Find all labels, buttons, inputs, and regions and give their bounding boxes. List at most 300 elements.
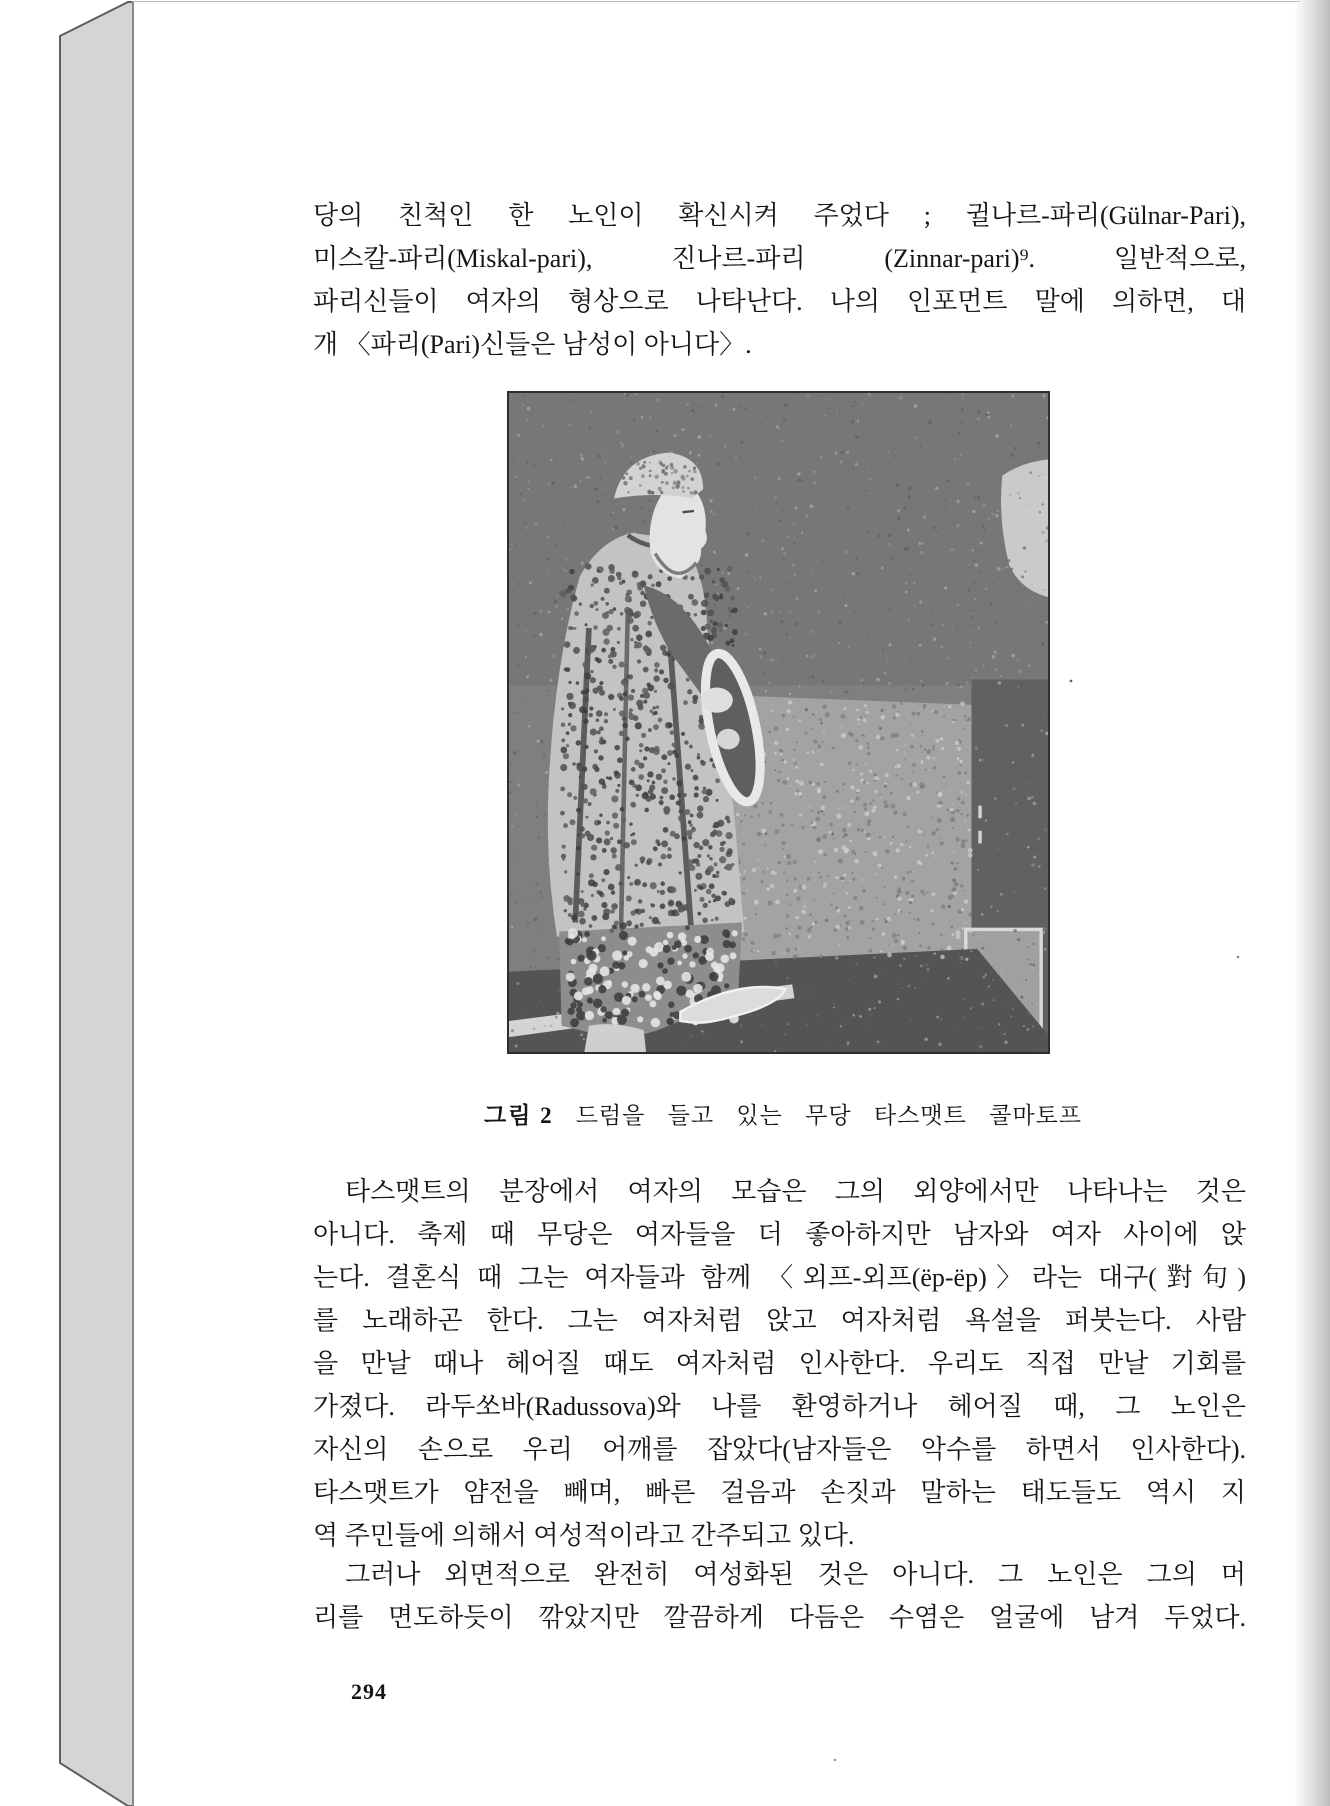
photo-grain-dot — [864, 714, 868, 718]
photo-grain-dot — [791, 457, 793, 459]
photo-grain-dot — [766, 922, 768, 924]
photo-grain-dot — [1010, 841, 1012, 843]
photo-grain-dot — [662, 469, 666, 473]
book-edge-slab — [60, 2, 133, 1806]
photo-grain-dot — [900, 910, 903, 913]
photo-grain-dot — [807, 928, 812, 933]
photo-grain-dot — [924, 1037, 928, 1041]
photo-grain-dot — [1010, 424, 1012, 426]
photo-grain-dot — [717, 568, 720, 571]
photo-grain-dot — [791, 495, 793, 497]
photo-grain-dot — [867, 752, 871, 756]
photo-grain-dot — [894, 875, 898, 879]
photo-grain-dot — [896, 774, 898, 776]
photo-grain-dot — [580, 454, 583, 457]
photo-grain-dot — [1021, 979, 1024, 982]
photo-grain-dot — [597, 821, 601, 825]
photo-grain-dot — [525, 698, 527, 700]
photo-grain-dot — [966, 682, 969, 685]
photo-grain-dot — [689, 961, 695, 967]
photo-grain-dot — [771, 951, 776, 956]
photo-grain-dot — [863, 942, 865, 944]
photo-grain-dot — [936, 828, 939, 831]
photo-grain-dot — [913, 771, 915, 773]
photo-grain-dot — [764, 844, 766, 846]
photo-grain-dot — [868, 395, 870, 397]
photo-grain-dot — [519, 410, 521, 412]
photo-grain-dot — [579, 826, 585, 832]
photo-grain-dot — [739, 414, 742, 417]
photo-grain-dot — [839, 621, 842, 624]
photo-grain-dot — [588, 999, 593, 1004]
photo-grain-dot — [747, 889, 749, 891]
photo-grain-dot — [1001, 969, 1003, 971]
photo-grain-dot — [839, 725, 842, 728]
photo-grain-dot — [552, 655, 555, 658]
photo-grain-dot — [1037, 442, 1040, 445]
photo-grain-dot — [777, 671, 779, 673]
photo-grain-dot — [795, 507, 798, 510]
photo-grain-dot — [1015, 802, 1017, 804]
text-line: 그러나 외면적으로 완전히 여성화된 것은 아니다. 그 노인은 그의 머 — [345, 1560, 1246, 1589]
photo-grain-dot — [720, 594, 723, 597]
photo-grain-dot — [532, 949, 536, 953]
photo-grain-dot — [630, 638, 633, 641]
photo-grain-dot — [1001, 569, 1003, 571]
photo-grain-dot — [940, 737, 944, 741]
photo-grain-dot — [992, 582, 994, 584]
photo-grain-dot — [613, 708, 616, 711]
photo-grain-dot — [863, 911, 864, 912]
photo-grain-dot — [941, 904, 945, 908]
photo-grain-dot — [634, 641, 637, 644]
photo-grain-dot — [672, 486, 675, 489]
photo-grain-dot — [760, 880, 763, 883]
photo-grain-dot — [812, 783, 815, 786]
photo-grain-dot — [931, 816, 933, 818]
photo-grain-dot — [697, 854, 701, 858]
photo-grain-dot — [844, 604, 847, 607]
photo-grain-dot — [891, 733, 896, 738]
photo-grain-dot — [737, 456, 739, 458]
photo-grain-dot — [963, 826, 966, 829]
photo-grain-dot — [693, 858, 699, 864]
photo-grain-dot — [544, 1025, 546, 1027]
photo-grain-dot — [1043, 763, 1045, 765]
photo-grain-dot — [686, 403, 689, 406]
photo-grain-dot — [848, 761, 852, 765]
photo-grain-dot — [704, 624, 710, 630]
photo-grain-dot — [980, 571, 982, 573]
photo-grain-dot — [637, 1016, 643, 1022]
photo-grain-dot — [1038, 1048, 1041, 1051]
photo-grain-dot — [894, 913, 896, 915]
photo-grain-dot — [786, 948, 791, 953]
photo-grain-dot — [922, 684, 925, 687]
photo-grain-dot — [1025, 979, 1027, 981]
photo-grain-dot — [882, 932, 886, 936]
photo-grain-dot — [674, 753, 679, 758]
photo-grain-dot — [1000, 630, 1003, 633]
photo-grain-dot — [761, 828, 766, 833]
photo-grain-dot — [660, 890, 665, 895]
photo-grain-dot — [960, 454, 962, 456]
photo-grain-dot — [956, 809, 960, 813]
photo-grain-dot — [816, 1013, 819, 1016]
photo-grain-dot — [800, 796, 802, 798]
photo-grain-dot — [533, 1028, 535, 1030]
photo-grain-dot — [955, 741, 960, 746]
photo-grain-dot — [908, 899, 910, 901]
photo-grain-dot — [970, 642, 972, 644]
photo-grain-dot — [1018, 686, 1020, 688]
hand — [701, 688, 733, 713]
photo-grain-dot — [838, 408, 840, 410]
photo-grain-dot — [938, 746, 940, 748]
photo-grain-dot — [653, 748, 660, 755]
photo-grain-dot — [566, 938, 573, 945]
photo-grain-dot — [590, 604, 594, 608]
photo-grain-dot — [858, 745, 862, 750]
photo-grain-dot — [914, 404, 918, 408]
photo-grain-dot — [834, 848, 839, 853]
photo-grain-dot — [559, 591, 565, 597]
photo-grain-dot — [859, 1015, 862, 1018]
photo-grain-dot — [907, 871, 910, 874]
photo-grain-dot — [638, 774, 644, 780]
photo-grain-dot — [525, 527, 527, 529]
photo-grain-dot — [855, 853, 857, 855]
photo-grain-dot — [681, 972, 691, 982]
photo-grain-dot — [646, 683, 650, 687]
photo-grain-dot — [601, 533, 602, 534]
photo-grain-dot — [709, 857, 713, 861]
photo-grain-dot — [881, 611, 883, 613]
photo-grain-dot — [581, 457, 585, 461]
photo-grain-dot — [598, 985, 606, 993]
photo-grain-dot — [787, 582, 790, 585]
photo-grain-dot — [576, 808, 581, 813]
photo-grain-dot — [833, 893, 835, 895]
photo-grain-dot — [781, 824, 784, 827]
photo-grain-dot — [915, 436, 917, 438]
photo-grain-dot — [823, 834, 828, 839]
photo-grain-dot — [717, 622, 723, 628]
photo-grain-dot — [877, 1040, 880, 1043]
photo-grain-dot — [646, 860, 651, 865]
photo-grain-dot — [819, 955, 823, 959]
photo-grain-dot — [798, 792, 802, 796]
photo-grain-dot — [740, 441, 743, 444]
photo-grain-dot — [538, 836, 540, 838]
photo-grain-dot — [866, 711, 869, 714]
photo-grain-dot — [616, 572, 622, 578]
photo-grain-dot — [709, 883, 715, 889]
photo-grain-dot — [509, 781, 511, 783]
photo-grain-dot — [631, 839, 637, 845]
photo-grain-dot — [920, 551, 924, 555]
photo-grain-dot — [612, 854, 617, 859]
photo-grain-dot — [935, 487, 938, 490]
photo-grain-dot — [1034, 431, 1036, 433]
photo-grain-dot — [960, 813, 962, 815]
photo-grain-dot — [517, 434, 520, 437]
photo-grain-dot — [654, 475, 658, 479]
photo-grain-dot — [593, 625, 597, 629]
photo-grain-dot — [809, 913, 812, 916]
photo-grain-dot — [795, 935, 799, 939]
photo-grain-dot — [774, 769, 776, 771]
photo-grain-dot — [630, 456, 632, 458]
photo-grain-dot — [596, 710, 603, 717]
photo-grain-dot — [823, 814, 824, 815]
photo-grain-dot — [581, 890, 584, 893]
photo-grain-dot — [855, 435, 858, 438]
photo-grain-dot — [793, 860, 797, 864]
photo-grain-dot — [784, 404, 787, 407]
photo-grain-dot — [1038, 865, 1040, 867]
photo-grain-dot — [851, 850, 855, 854]
photo-grain-dot — [737, 841, 738, 842]
photo-grain-dot — [951, 888, 956, 893]
photo-grain-dot — [793, 524, 794, 525]
photo-grain-dot — [615, 789, 619, 793]
photo-grain-dot — [604, 838, 611, 845]
photo-grain-dot — [892, 836, 894, 838]
figure-caption — [484, 1099, 1082, 1133]
photo-grain-dot — [679, 871, 682, 874]
photo-grain-dot — [629, 882, 633, 886]
photo-grain-dot — [695, 873, 702, 880]
photo-grain-dot — [873, 956, 876, 959]
photo-grain-dot — [1028, 1013, 1030, 1015]
photo-grain-dot — [606, 821, 610, 825]
photo-grain-dot — [727, 566, 732, 571]
photo-grain-dot — [786, 535, 789, 538]
photo-grain-dot — [819, 876, 822, 879]
photo-grain-dot — [745, 553, 749, 557]
photo-grain-dot — [1044, 1028, 1047, 1031]
photo-grain-dot — [902, 857, 905, 860]
photo-grain-dot — [891, 557, 894, 560]
photo-grain-dot — [811, 675, 814, 678]
photo-grain-dot — [832, 833, 834, 835]
photo-grain-dot — [641, 733, 646, 738]
photo-grain-dot — [649, 916, 652, 919]
photo-grain-dot — [779, 611, 781, 613]
photo-grain-dot — [897, 896, 902, 901]
photo-grain-dot — [988, 985, 990, 987]
photo-grain-dot — [728, 607, 732, 611]
photo-grain-dot — [810, 462, 811, 463]
photo-grain-dot — [528, 488, 530, 490]
photo-grain-dot — [1024, 693, 1026, 695]
photo-grain-dot — [664, 809, 670, 815]
photo-grain-dot — [909, 911, 911, 913]
photo-grain-dot — [941, 747, 944, 750]
photo-grain-dot — [698, 406, 700, 408]
photo-grain-dot — [699, 846, 704, 851]
photo-grain-dot — [1039, 511, 1041, 513]
photo-grain-dot — [643, 667, 649, 673]
photo-grain-dot — [943, 706, 945, 708]
photo-grain-dot — [708, 845, 712, 849]
photo-grain-dot — [699, 886, 703, 890]
photo-grain-dot — [973, 934, 975, 936]
photo-grain-dot — [750, 511, 753, 514]
photo-grain-dot — [670, 463, 674, 467]
photo-grain-dot — [727, 572, 730, 575]
photo-grain-dot — [896, 749, 898, 751]
photo-grain-dot — [619, 581, 623, 585]
photo-grain-dot — [998, 681, 1002, 685]
photo-grain-dot — [846, 927, 848, 929]
photo-grain-dot — [561, 617, 563, 619]
photo-grain-dot — [571, 959, 577, 965]
photo-grain-dot — [543, 814, 547, 818]
photo-grain-dot — [779, 813, 783, 817]
photo-grain-dot — [969, 913, 973, 917]
photo-grain-dot — [573, 647, 580, 654]
photo-grain-dot — [983, 665, 985, 667]
photo-grain-dot — [623, 842, 629, 849]
photo-grain-dot — [599, 814, 602, 817]
photo-grain-dot — [658, 718, 663, 723]
photo-grain-dot — [968, 828, 971, 831]
photo-grain-dot — [523, 395, 525, 397]
photo-grain-dot — [966, 814, 969, 817]
photo-grain-dot — [991, 842, 993, 844]
photo-grain-dot — [1043, 750, 1046, 753]
photo-grain-dot — [977, 496, 980, 499]
photo-grain-dot — [517, 625, 520, 628]
photo-grain-dot — [678, 932, 687, 941]
photo-grain-dot — [593, 418, 595, 420]
photo-grain-dot — [698, 912, 702, 916]
photo-grain-dot — [762, 539, 765, 542]
photo-grain-dot — [845, 691, 848, 694]
photo-grain-dot — [1013, 868, 1016, 871]
photo-grain-dot — [720, 954, 729, 963]
photo-grain-dot — [626, 920, 632, 926]
photo-grain-dot — [540, 594, 541, 595]
photo-grain-dot — [533, 634, 536, 637]
photo-grain-dot — [852, 405, 854, 407]
photo-grain-dot — [860, 716, 862, 718]
photo-grain-dot — [1024, 439, 1027, 442]
photo-grain-dot — [630, 462, 633, 465]
photo-grain-dot — [650, 616, 653, 619]
photo-grain-dot — [849, 880, 851, 882]
photo-grain-dot — [928, 769, 930, 771]
photo-grain-dot — [564, 909, 567, 912]
photo-grain-dot — [963, 999, 965, 1001]
photo-grain-dot — [732, 629, 738, 635]
photo-grain-dot — [817, 787, 821, 791]
photo-grain-dot — [770, 938, 773, 941]
photo-grain-dot — [959, 560, 961, 562]
photo-grain-dot — [902, 876, 906, 880]
photo-grain-dot — [990, 602, 993, 605]
photo-grain-dot — [938, 1043, 941, 1046]
photo-grain-dot — [567, 608, 569, 610]
photo-grain-dot — [903, 812, 907, 816]
photo-grain-dot — [761, 687, 763, 689]
photo-grain-dot — [732, 408, 735, 411]
photo-grain-dot — [754, 477, 757, 480]
photo-grain-dot — [978, 410, 981, 413]
photo-grain-dot — [631, 984, 640, 993]
photo-grain-dot — [786, 777, 789, 780]
photo-grain-dot — [685, 925, 690, 930]
photo-grain-dot — [672, 777, 676, 781]
photo-grain-dot — [576, 681, 579, 684]
photo-grain-dot — [708, 482, 710, 484]
photo-grain-dot — [911, 894, 915, 898]
photo-grain-dot — [600, 477, 602, 479]
photo-grain-dot — [785, 927, 788, 930]
photo-grain-dot — [818, 811, 821, 814]
photo-grain-dot — [636, 634, 642, 641]
photo-grain-dot — [696, 463, 698, 465]
photo-grain-dot — [584, 672, 591, 679]
photo-grain-dot — [668, 723, 673, 728]
photo-grain-dot — [762, 871, 764, 873]
photo-grain-dot — [837, 909, 841, 913]
photo-grain-dot — [676, 780, 682, 786]
photo-grain-dot — [645, 994, 652, 1001]
photo-grain-dot — [812, 713, 814, 715]
photo-grain-dot — [515, 813, 518, 816]
photo-grain-dot — [527, 898, 529, 900]
photo-grain-dot — [743, 892, 746, 895]
photo-grain-dot — [873, 806, 877, 810]
photo-grain-dot — [754, 572, 756, 574]
photo-grain-dot — [725, 816, 730, 821]
photo-grain-dot — [796, 896, 800, 900]
photo-grain-dot — [793, 955, 797, 959]
photo-grain-dot — [754, 908, 757, 911]
photo-grain-dot — [897, 517, 900, 520]
photo-grain-dot — [766, 743, 769, 746]
photo-grain-dot — [623, 481, 627, 485]
photo-grain-dot — [936, 1016, 939, 1019]
photo-grain-dot — [889, 742, 891, 744]
photo-grain-dot — [606, 611, 609, 614]
photo-grain-dot — [637, 659, 641, 663]
photo-grain-dot — [637, 582, 642, 587]
photo-grain-dot — [1032, 963, 1036, 967]
photo-grain-dot — [892, 704, 896, 708]
photo-grain-dot — [639, 991, 646, 998]
photo-grain-dot — [633, 419, 636, 422]
photo-grain-dot — [721, 1024, 723, 1026]
photo-grain-dot — [781, 660, 784, 663]
photo-grain-dot — [563, 823, 568, 828]
photo-grain-dot — [888, 643, 891, 646]
photo-grain-dot — [872, 799, 874, 801]
photo-grain-dot — [589, 706, 593, 710]
photo-grain-dot — [846, 1019, 848, 1021]
text-line: 가졌다. 라두쏘바(Radussova)와 나를 환영하거나 헤어질 때, 그 노인은 — [313, 1392, 1246, 1421]
photo-grain-dot — [632, 784, 636, 788]
photo-grain-dot — [686, 859, 693, 866]
photo-grain-dot — [807, 640, 810, 643]
photo-grain-dot — [931, 851, 934, 854]
photo-grain-dot — [806, 1024, 808, 1026]
photo-grain-dot — [810, 505, 813, 508]
photo-grain-dot — [761, 802, 764, 805]
